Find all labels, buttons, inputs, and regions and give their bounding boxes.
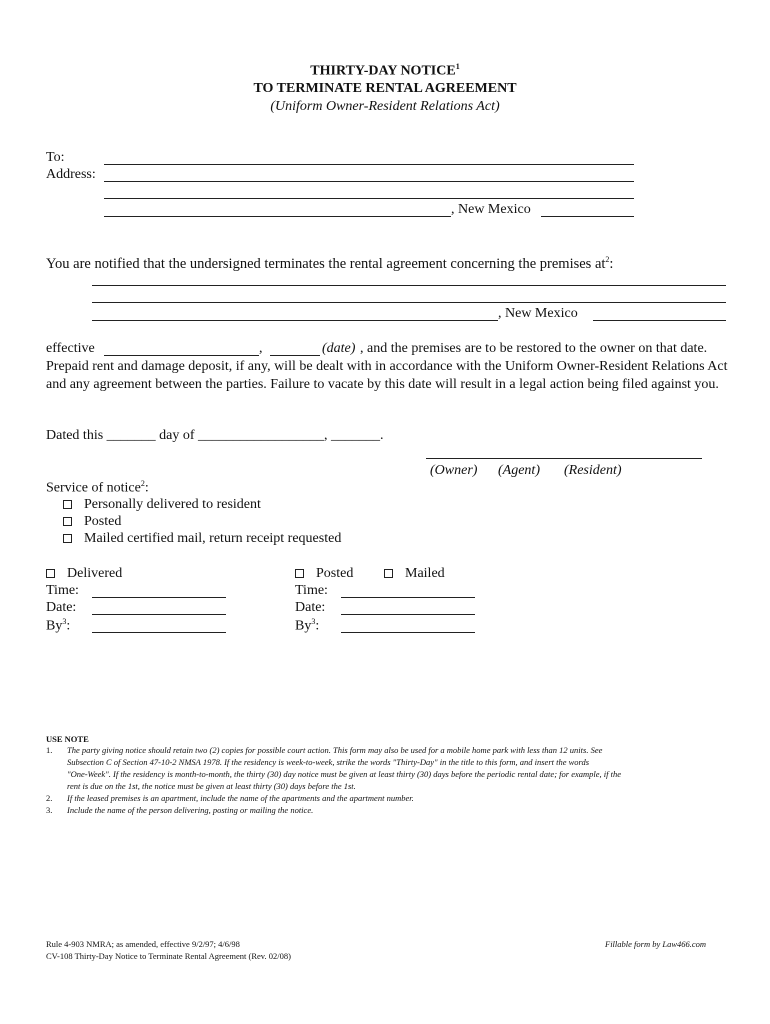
footer-rule: Rule 4-903 NMRA; as amended, effective 9/2/97; 4/6/98	[46, 939, 240, 949]
address-city-field[interactable]	[104, 216, 451, 217]
effective-year-field[interactable]	[270, 355, 320, 356]
delivered-time-field[interactable]	[92, 597, 226, 598]
service-label: Service of notice$^2$:	[46, 479, 149, 496]
checkbox-icon[interactable]	[295, 569, 304, 578]
effective-line1-rest: , and the premises are to be restored to the owner on that date.	[360, 341, 708, 356]
premises-line-2[interactable]	[92, 302, 726, 303]
use-note-1-line-4: rent is due on the 1st, the notice must be given at least thirty (30) days before the 1st.	[67, 781, 356, 791]
address-state: , New Mexico	[451, 202, 531, 217]
checkbox-icon[interactable]	[63, 517, 72, 526]
posted-date-field[interactable]	[341, 614, 475, 615]
posted-by-label: By$^3$:	[295, 617, 320, 634]
delivered-time-label: Time:	[46, 583, 79, 598]
date-label: (date)	[322, 341, 356, 356]
use-note-num-1: 1.	[46, 745, 53, 755]
to-label: To:	[46, 150, 65, 165]
use-note-1-line-2: Subsection C of Section 47-10-2 NMSA 1978. If the residency is week-to-week, strike the words "Thirty-Day" in the title to this form, and insert the words	[67, 757, 590, 767]
form-subtitle: (Uniform Owner-Resident Relations Act)	[270, 99, 500, 114]
effective-date-field[interactable]	[104, 355, 259, 356]
posted-by-field[interactable]	[341, 632, 475, 633]
agent-label: (Agent)	[498, 463, 540, 478]
use-note-3-line-1: Include the name of the person delivering, posting or mailing the notice.	[67, 805, 314, 815]
checkbox-icon[interactable]	[384, 569, 393, 578]
effective-comma: ,	[259, 341, 263, 356]
use-note-heading: USE NOTE	[46, 734, 89, 744]
delivered-option[interactable]: Delivered	[46, 566, 122, 582]
footer-fillable: Fillable form by Law466.com	[605, 939, 707, 949]
delivered-date-field[interactable]	[92, 614, 226, 615]
premises-city-field[interactable]	[92, 320, 498, 321]
use-note-num-2: 2.	[46, 793, 53, 803]
premises-state: , New Mexico	[498, 306, 578, 321]
delivered-by-label: By$^3$:	[46, 617, 71, 634]
checkbox-icon[interactable]	[63, 500, 72, 509]
use-note-num-3: 3.	[46, 805, 53, 815]
use-note-1-line-3: "One-Week". If the residency is month-to-month, the thirty (30) day notice must be given at least thirty (30) days before the periodic rental date; for example, if the	[67, 769, 621, 779]
use-note-2-line-1: If the leased premises is an apartment, include the name of the apartments and the apartment number.	[67, 793, 414, 803]
address-line-2[interactable]	[104, 198, 634, 199]
form-title: THIRTY-DAY NOTICE$^1$	[310, 62, 460, 79]
notice-intro: You are notified that the undersigned terminates the rental agreement concerning the premises $at^2$:	[46, 255, 614, 272]
posted-date-label: Date:	[295, 600, 326, 615]
address-line-1[interactable]	[104, 181, 634, 182]
mailed-option[interactable]: Mailed	[384, 566, 445, 582]
checkbox-icon[interactable]	[63, 534, 72, 543]
service-option-personal[interactable]: Personally delivered to resident	[63, 497, 261, 513]
service-option-mailed[interactable]: Mailed certified mail, return receipt requested	[63, 531, 341, 547]
premises-line-1[interactable]	[92, 285, 726, 286]
posted-option[interactable]: Posted	[295, 566, 353, 582]
posted-time-label: Time:	[295, 583, 328, 598]
use-note-1-line-1: The party giving notice should retain two (2) copies for possible court action. This form may also be used for a mobile home park with less than 12 units. See	[67, 745, 603, 755]
delivered-date-label: Date:	[46, 600, 77, 615]
address-label: Address:	[46, 167, 96, 182]
owner-label: (Owner)	[430, 463, 478, 478]
delivered-by-field[interactable]	[92, 632, 226, 633]
resident-label: (Resident)	[564, 463, 622, 478]
posted-time-field[interactable]	[341, 597, 475, 598]
service-option-posted[interactable]: Posted	[63, 514, 121, 530]
footer-form-id: CV-108 Thirty-Day Notice to Terminate Rental Agreement (Rev. 02/08)	[46, 951, 291, 961]
checkbox-icon[interactable]	[46, 569, 55, 578]
premises-zip-field[interactable]	[593, 320, 726, 321]
form-title-line2: TO TERMINATE RENTAL AGREEMENT	[253, 81, 517, 96]
address-zip-field[interactable]	[541, 216, 634, 217]
effective-body: Prepaid rent and damage deposit, if any, will be dealt with in accordance with the Uniform Owner-Resident Relations Act and any agreement between the parties. Failure to vacate by this date will result in a legal action being filed against you.	[46, 359, 728, 392]
effective-label: effective	[46, 341, 95, 356]
dated-line: Dated this _______ day of __________________, _______.	[46, 428, 384, 443]
to-field[interactable]	[104, 164, 634, 165]
signature-line[interactable]	[426, 458, 702, 459]
